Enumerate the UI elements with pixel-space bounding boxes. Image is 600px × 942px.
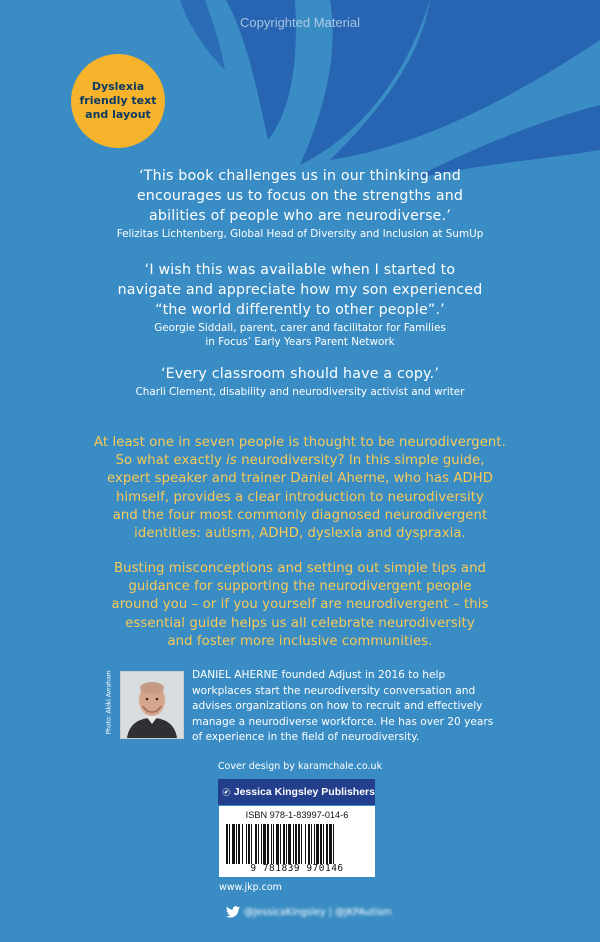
dyslexia-badge [71,54,165,148]
blurb-line: expert speaker and trainer Daniel Aherne, who has ADHD [106,471,494,487]
emphasis-is: is [226,453,237,469]
barcode-bar [288,824,291,864]
barcode-bar [329,824,332,864]
twitter-icon [226,906,240,918]
barcode-bar [320,824,322,864]
author-photo [120,671,184,739]
review-quote-3 [0,364,600,399]
copyright-watermark: Copyrighted Material [240,15,360,30]
barcode-bar [333,824,334,864]
bio-line: DANIEL AHERNE founded Adjust in 2016 to help [192,669,446,681]
bio-line: manage a neurodiverse workforce. He has over 20 years [192,715,494,728]
barcode-bar [238,824,240,864]
barcode-bar [273,824,274,864]
barcode-bar [316,824,319,864]
barcode-bar [258,824,259,864]
review-quote-1 [0,166,600,241]
barcode-bar [301,824,302,864]
author-portrait-icon [121,672,183,738]
quote-line: “the world differently to other people”.’ [155,302,445,318]
jkp-logo-icon [222,780,231,804]
barcode-bar [263,824,266,864]
barcode-bar [226,824,228,864]
quote-line: abilities of people who are neurodiverse.’ [148,208,452,224]
barcode [226,824,368,864]
barcode-bar [286,824,287,864]
barcode-bar [295,824,297,864]
cover-design-credit: Cover design by karamchale.co.uk [217,761,383,772]
barcode-bar [311,824,312,864]
barcode-bar [242,824,243,864]
blurb-line: essential guide helps us all celebrate neurodiversity [125,615,475,631]
blurb-line: around you – or if you yourself are neurodivergent – this [111,597,489,613]
blurb-line: At least one in seven people is thought to be neurodivergent. [94,435,506,450]
barcode-bar [283,824,285,864]
barcode-box [219,806,375,877]
blurb-line: and the four most commonly diagnosed neurodivergent [112,507,488,523]
barcode-bar [248,824,250,864]
social-handles [226,906,392,918]
blurb-line: identities: autism, ADHD, dyslexia and dyspraxia. [134,526,466,542]
quote-line: navigate and appreciate how my son experienced [117,282,483,298]
quote-2-attribution [0,321,600,349]
barcode-bar [267,824,269,864]
publisher-website: www.jkp.com [219,882,282,893]
barcode-bar [308,824,310,864]
barcode-bar [229,824,230,864]
barcode-bar [232,824,235,864]
quote-1-attribution: Felizitas Lichtenberg, Global Head of Diversity and Inclusion at SumUp [116,228,484,240]
blurb-line: himself, provides a clear introduction to neurodiversity [116,489,484,505]
barcode-bar [246,824,247,864]
review-quote-2 [0,260,600,349]
barcode-bar [280,824,281,864]
blurb-paragraph-1 [0,434,600,543]
bio-line: of experience in the field of neurodiversity. [192,731,420,744]
author-bio [192,668,532,746]
blurb-paragraph-2 [0,560,600,651]
isbn-text: ISBN 978-1-83997-014-6 [245,810,349,820]
quote-line: encourages us to focus on the strengths and [136,188,464,204]
barcode-bar [255,824,257,864]
barcode-bar [276,824,279,864]
barcode-bar [293,824,294,864]
blurb-line: and foster more inclusive communities. [167,633,433,649]
barcode-bar [326,824,328,864]
attribution-line: Georgie Siddall, parent, carer and facilitator for Families [154,322,446,334]
photo-credit-text: Photo: Akiki Avraham [105,670,113,735]
attribution-line: in Focus’ Early Years Parent Network [205,336,395,348]
barcode-bar [298,824,300,864]
quote-line: ‘Every classroom should have a copy.’ [160,366,440,382]
quote-1-text [0,166,600,226]
quote-3-attribution: Charli Clement, disability and neurodiversity activist and writer [135,386,465,398]
publisher-name: Jessica Kingsley Publishers [233,786,375,798]
quote-3-text [0,364,600,384]
blurb-line: So what exactly is neurodiversity? In this simple guide, [115,453,485,469]
barcode-bar [261,824,262,864]
bio-line: workplaces start the neurodiversity conversation and [192,684,476,697]
photo-credit [103,672,115,738]
quote-line: ‘This book challenges us in our thinking and [139,168,461,184]
barcode-bar [305,824,306,864]
barcode-bar [251,824,252,864]
blurb-line: guidance for supporting the neurodivergent people [128,579,472,595]
barcode-number: 9 781839 970146 [250,863,344,874]
quote-line: ‘I wish this was available when I started to [144,262,456,278]
barcode-bar [314,824,315,864]
blurb-line: Busting misconceptions and setting out simple tips and [113,561,487,576]
quote-2-text [0,260,600,320]
bio-line: advises organizations on how to recruit and effectively [192,700,483,713]
barcode-bar [271,824,272,864]
barcode-bar [323,824,324,864]
social-handles-text: @JessicaKingsley | @JKPAutism [244,906,392,918]
badge-text: Dyslexia friendly text and layout [79,80,157,121]
barcode-bar [236,824,237,864]
publisher-logo-bar [218,779,375,805]
